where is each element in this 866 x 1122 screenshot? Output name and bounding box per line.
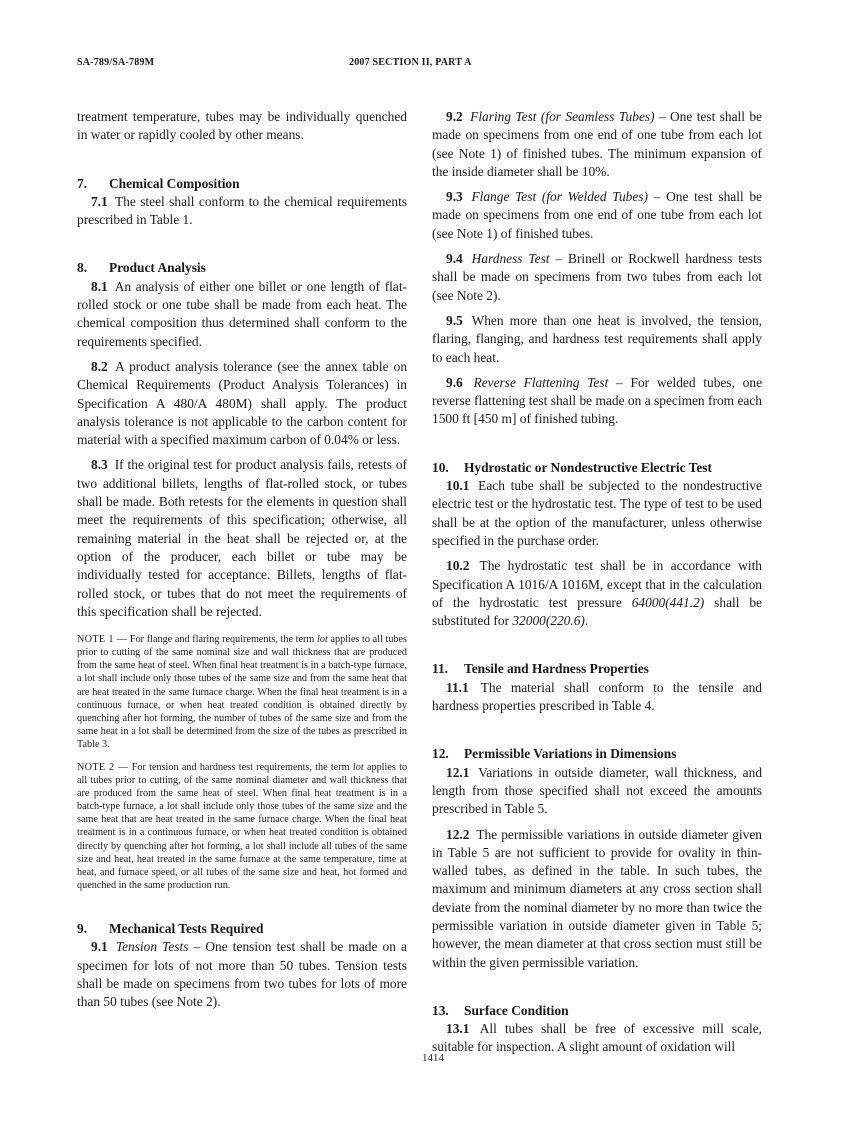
section-heading-13: 13. Surface Condition <box>432 1002 569 1018</box>
paragraph-12-1: 12.1 Variations in outside diameter, wall thickness, and length from those specified shall not exceed the amounts prescribed in Table 5. <box>432 764 763 817</box>
section-heading-10: 10. Hydrostatic or Nondestructive Electric Test <box>432 459 712 475</box>
paragraph-8-2: 8.2 A product analysis tolerance (see the annex table on Chemical Requirements (Product Analysis Tolerances) in Specification A 480/A 480M) shall apply. The product analysis tolerance is not applicable to the carbon content for material with a specified maximum carbon of 0.04% or less. <box>77 358 408 448</box>
right-column <box>432 108 762 1057</box>
section-heading-9: 9. Mechanical Tests Required <box>77 920 264 936</box>
paragraph-8-1: 8.1 An analysis of either one billet or one length of flat-rolled stock or one tube shall be made from each heat. The chemical composition thus determined shall conform to the requirements specified. <box>77 278 408 349</box>
paragraph-10-2: 10.2 The hydrostatic test shall be in accordance with Specification A 1016/A 1016M, except that in the calculation of the hydrostatic test pressure 64000(441.2) shall be substituted for 32000(220.6). <box>432 558 762 629</box>
paragraph-8-3: 8.3 If the original test for product analysis fails, retests of two additional billets, lengths of flat-rolled stock, or tubes shall be made. Both retests for the elements in question shall meet the requirements of this specification; otherwise, all remaining material in the heat shall be rejected or, at the option of the producer, each billet or tube may be individually tested for acceptance. Billets, lengths of flat-rolled stock, or tubes that do not meet the requirements of this specification shall be rejected. <box>77 457 407 619</box>
section-heading-11: 11. Tensile and Hardness Properties <box>432 661 649 677</box>
paragraph-intro: treatment temperature, tubes may be individually quenched in water or rapidly cooled by other means. <box>77 109 407 143</box>
note-2: NOTE 2 — For tension and hardness test requirements, the term lot applies to all tubes prior to cutting, of the same nominal diameter and wall thickness that are produced from the same heat of steel. When final heat treatment is in a batch-type furnace, a lot shall include only those tubes of the same size and the same heat that are heat treated in the same furnace charge. When the final heat treatment is in a continuous furnace, or when heat treated condition is obtained directly by quenching after hot forming, a lot shall include all tubes of the same size and heat, heat treated in the same furnace at the same temperature, time at heat, and furnace speed, or all tubes of the same size and heat, hot formed and quenched in the same production run. <box>77 761 408 891</box>
header-doc-id: SA-789/SA-789M <box>77 57 155 68</box>
paragraph-12-2: 12.2 The permissible variations in outside diameter given in Table 5 are not sufficient to provide for ovality in thin-walled tubes, as defined in the table. In such tubes, the maximum and minimum diameters at any cross section shall deviate from the nominal diameter by no more than twice the permissible variation in outside diameter given in Table 5; however, the mean diameter at that cross section must still be within the given permissible variation. <box>432 826 762 970</box>
left-column <box>77 108 407 1011</box>
header-section: 2007 SECTION II, PART A <box>349 57 472 68</box>
paragraph-7-1: 7.1 The steel shall conform to the chemical requirements prescribed in Table 1. <box>77 193 408 228</box>
paragraph-9-1: 9.1 Tension Tests – One tension test shall be made on a specimen for lots of not more than 50 tubes. Tension tests shall be made on specimens from two tubes for lots of more than 50 tubes (see Note 2). <box>77 939 407 1010</box>
paragraph-9-2: 9.2 Flaring Test (for Seamless Tubes) – One test shall be made on specimens from one end of one tube from each lot (see Note 1) of finished tubes. The minimum expansion of the inside diameter shall be 10%. <box>432 109 762 179</box>
paragraph-11-1: 11.1 The material shall conform to the tensile and hardness properties prescribed in Table 4. <box>432 679 762 714</box>
paragraph-9-6: 9.6 Reverse Flattening Test – For welded tubes, one reverse flattening test shall be made on a specimen from each 1500 ft [450 m] of finished tubing. <box>432 374 763 427</box>
paragraph-9-3: 9.3 Flange Test (for Welded Tubes) – One test shall be made on specimens from one end of one tube from each lot (see Note 1) of finished tubes. <box>432 189 762 241</box>
section-heading-8: 8. Product Analysis <box>77 260 206 276</box>
section-heading-12: 12. Permissible Variations in Dimensions <box>432 746 677 762</box>
paragraph-10-1: 10.1 Each tube shall be subjected to the nondestructive electric test or the hydrostatic test. The type of test to be used shall be at the option of the manufacturer, unless otherwise specified in the purchase order. <box>432 478 762 548</box>
paragraph-13-1: 13.1 All tubes shall be free of excessive mill scale, suitable for inspection. A slight amount of oxidation will <box>432 1021 762 1055</box>
note-1: NOTE 1 — For flange and flaring requirements, the term lot applies to all tubes prior to cutting of the same nominal size and wall thickness that are produced from the same heat of steel. When final heat treatment is in a batch-type furnace, a lot shall include only those tubes of the same size and from the same heat that are heat treated in the same furnace charge. When the final heat treatment is in a continuous furnace, or when heat treated condition is obtained directly by quenching after hot forming, the number of tubes of the same size and from the same heat in a lot shall be determined from the size of the tubes as prescribed in Table 3. <box>77 634 408 750</box>
paragraph-9-4: 9.4 Hardness Test – Brinell or Rockwell hardness tests shall be made on specimens from two tubes from each lot (see Note 2). <box>432 251 762 303</box>
section-heading-7: 7. Chemical Composition <box>77 175 240 191</box>
running-header <box>77 57 761 73</box>
paragraph-9-5: 9.5 When more than one heat is involved, the tension, flaring, flanging, and hardness test requirements shall apply to each heat. <box>432 312 762 365</box>
page-number: 1414 <box>422 1052 444 1064</box>
